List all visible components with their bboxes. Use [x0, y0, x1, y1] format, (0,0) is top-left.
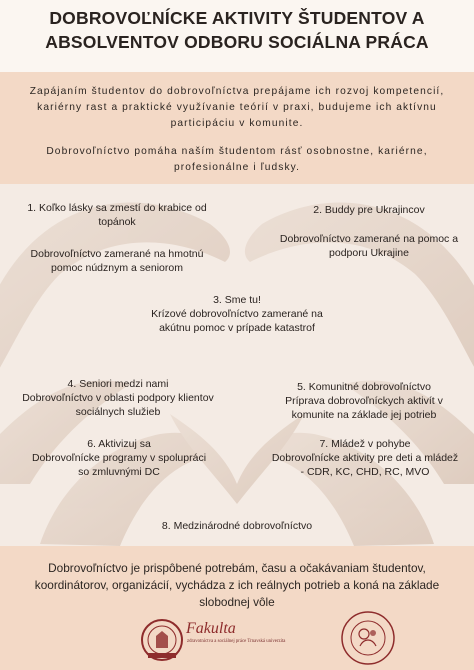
activity-5-desc: Príprava dobrovoľníckych aktivít v komunite na základe jej potrieb: [285, 395, 443, 421]
activity-5-title: 5. Komunitné dobrovoľníctvo: [297, 381, 431, 393]
activity-2-desc: Dobrovoľníctvo zamerané na pomoc a podporu Ukrajine: [279, 233, 459, 259]
activity-4-title: 4. Seniori medzi nami: [67, 378, 169, 390]
intro-paragraph-2: Dobrovoľníctvo pomáha naším študentom rásť osobnostne, kariérne, profesionálne i ľudsky.: [46, 146, 428, 173]
faculty-name: Fakulta: [186, 620, 236, 637]
activity-7-title: 7. Mládež v pohybe: [319, 438, 411, 450]
activity-4-desc: Dobrovoľníctvo v oblasti podpory klientov sociálnych služieb: [22, 392, 214, 418]
footer-panel: [0, 546, 474, 670]
activity-7: [270, 437, 460, 479]
activity-3-desc: Krízové dobrovoľníctvo zamerané na akútnu pomoc v prípade katastrof: [151, 308, 323, 334]
intro-panel: [0, 72, 474, 184]
activity-6: [30, 437, 208, 479]
activity-6-desc: Dobrovoľnícke programy v spolupráci so zmluvnými DC: [31, 452, 207, 478]
activity-8-title: 8. Medzinárodné dobrovoľníctvo: [161, 520, 313, 532]
page-title: [0, 6, 474, 54]
faculty-subtitle: zdravotníctva a sociálnej práce Trnavská univerzita: [187, 639, 286, 644]
activity-3-title: 3. Sme tu!: [213, 294, 261, 306]
activity-2-title: 2. Buddy pre Ukrajincov: [313, 204, 425, 216]
activity-1-desc: Dobrovoľníctvo zamerané na hmotnú pomoc núdznym a seniorom: [30, 248, 204, 274]
title-line-1: DOBROVOĽNÍCKE AKTIVITY ŠTUDENTOV A: [49, 8, 425, 28]
faculty-seal-icon: [140, 618, 184, 662]
activity-1-title: 1. Koľko lásky sa zmestí do krabice od topánok: [27, 202, 207, 228]
activity-7-desc: Dobrovoľnícke aktivity pre deti a mládež - CDR, KC, CHD, RC, MVO: [271, 452, 459, 478]
activity-1: [22, 201, 212, 275]
intro-paragraph-1: Zapájaním študentov do dobrovoľníctva prepájame ich rozvoj kompetencií, kariérny rast a praktické využívanie teórií v praxi, budujeme ich aktívnu participáciu v komunite.: [29, 86, 445, 129]
activity-2: [274, 203, 464, 260]
department-seal-icon: [340, 610, 396, 666]
activity-5: [264, 380, 464, 422]
footer-text: Dobrovoľníctvo je prispôbené potrebám, času a očakávaniam študentov, koordinátorov, organizácií, vychádza z ich reálnych potrieb a koná na základe slobodnej vôle: [34, 561, 440, 609]
title-line-2: ABSOLVENTOV ODBORU SOCIÁLNA PRÁCA: [45, 32, 429, 52]
activity-8: [117, 519, 357, 533]
activity-3: [143, 293, 331, 335]
activity-6-title: 6. Aktivizuj sa: [87, 438, 151, 450]
activity-4: [20, 377, 216, 419]
